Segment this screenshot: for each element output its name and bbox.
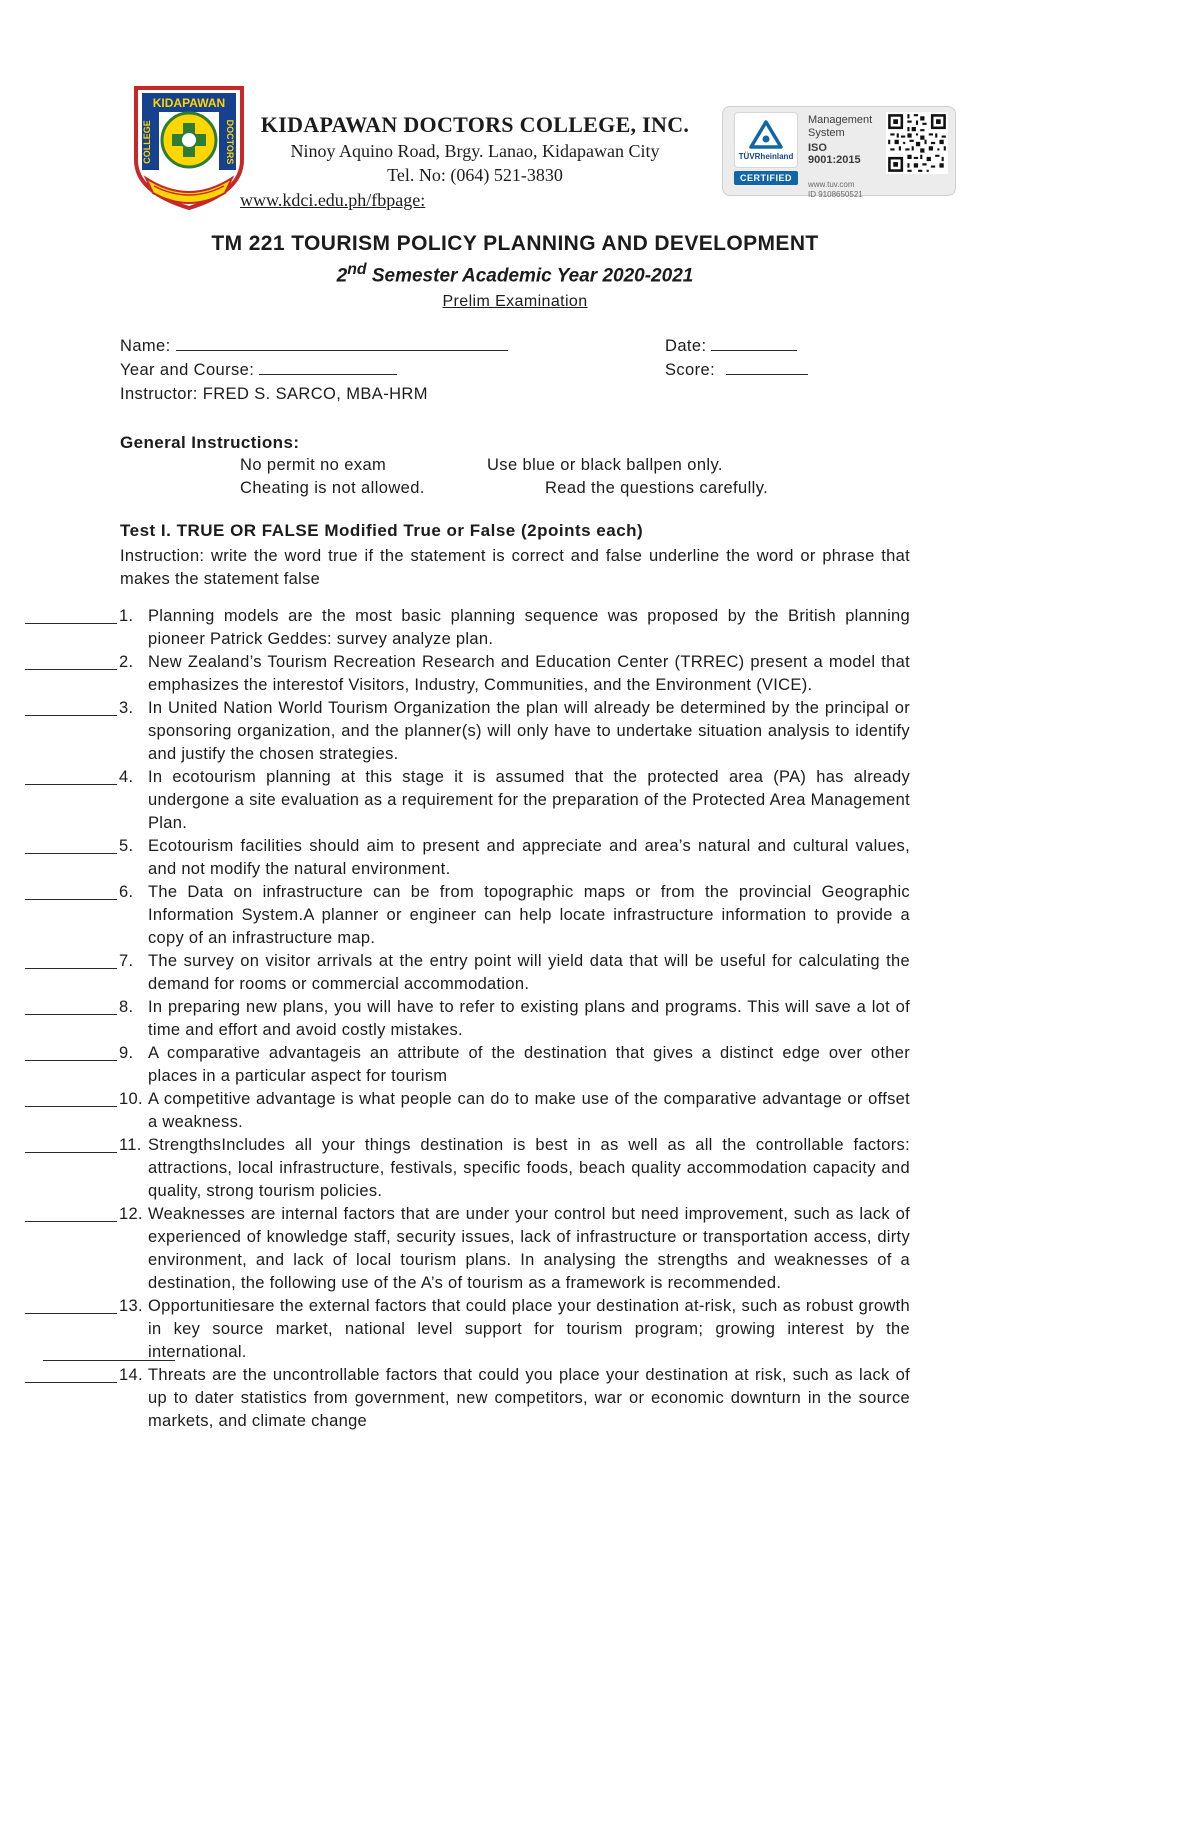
test1-instruction: Instruction: write the word true if the statement is correct and false underline the word or phrase that makes the statement false bbox=[120, 547, 910, 589]
instruction-no-permit: No permit no exam bbox=[240, 456, 387, 475]
question-number: 6. bbox=[119, 883, 134, 902]
semester-line: 2nd Semester Academic Year 2020-2021 bbox=[336, 261, 694, 287]
question-number: 12. bbox=[119, 1205, 143, 1224]
svg-text:DOCTORS: DOCTORS bbox=[225, 119, 235, 165]
cert-line1: Management bbox=[808, 114, 873, 126]
answer-blank-14[interactable] bbox=[25, 1364, 117, 1383]
question-item-10 bbox=[25, 1088, 910, 1134]
instruction-read: Read the questions carefully. bbox=[544, 479, 769, 498]
question-number: 9. bbox=[119, 1044, 134, 1063]
answer-blank-10[interactable] bbox=[25, 1088, 117, 1107]
answer-blank-4[interactable] bbox=[25, 766, 117, 785]
question-number: 5. bbox=[119, 837, 134, 856]
question-text: Ecotourism facilities should aim to present and appreciate and area’s natural and cultural values, and not modify the natural environment. bbox=[148, 837, 910, 879]
question-item-3 bbox=[25, 697, 910, 766]
question-number: 11. bbox=[119, 1136, 142, 1155]
title-block bbox=[120, 0, 910, 311]
question-list bbox=[25, 605, 910, 1433]
question-item-11 bbox=[25, 1134, 910, 1203]
year-course-field[interactable] bbox=[259, 362, 397, 375]
general-instructions bbox=[120, 433, 910, 499]
answer-blank-12[interactable] bbox=[25, 1203, 117, 1222]
name-date-row bbox=[120, 337, 910, 361]
name-field[interactable] bbox=[176, 338, 508, 351]
question-number: 8. bbox=[119, 998, 134, 1017]
instruction-ballpen: Use blue or black ballpen only. bbox=[486, 456, 723, 475]
question-text: Opportunitiesare the external factors that could place your destination at-risk, such as robust growth in key source market, national level support for tourism program; growing interest by the international. bbox=[148, 1297, 910, 1362]
score-field[interactable] bbox=[726, 362, 808, 375]
answer-blank-7[interactable] bbox=[25, 950, 117, 969]
question-text: Planning models are the most basic planning sequence was proposed by the British planning pioneer Patrick Geddes: survey analyze plan. bbox=[148, 607, 910, 649]
answer-blank-13b[interactable] bbox=[43, 1360, 175, 1361]
question-item-9 bbox=[25, 1042, 910, 1088]
question-item-1 bbox=[25, 605, 910, 651]
instruction-row-2 bbox=[120, 477, 910, 499]
instructor-line: Instructor: FRED S. SARCO, MBA-HRM bbox=[120, 385, 428, 404]
question-text: The survey on visitor arrivals at the entry point will yield data that will be useful for calculating the demand for rooms or commercial accommodation. bbox=[148, 952, 910, 994]
answer-blank-6[interactable] bbox=[25, 881, 117, 900]
answer-blank-13[interactable] bbox=[25, 1295, 117, 1314]
answer-blank-3[interactable] bbox=[25, 697, 117, 716]
test1-heading: Test I. TRUE OR FALSE Modified True or False (2points each) bbox=[120, 521, 644, 541]
question-item-14 bbox=[25, 1364, 910, 1433]
answer-blank-1[interactable] bbox=[25, 605, 117, 624]
question-text: New Zealand’s Tourism Recreation Research and Education Center (TRREC) present a model that emphasizes the interestof Visitors, Industry, Communities, and the Environment (VICE). bbox=[148, 653, 910, 695]
question-number: 3. bbox=[119, 699, 134, 718]
question-item-5 bbox=[25, 835, 910, 881]
answer-blank-2[interactable] bbox=[25, 651, 117, 670]
question-number: 7. bbox=[119, 952, 134, 971]
question-number: 10. bbox=[119, 1090, 143, 1109]
test1-section bbox=[120, 521, 910, 1433]
answer-blank-8[interactable] bbox=[25, 996, 117, 1015]
cert-id: ID 9108650521 bbox=[808, 190, 863, 199]
question-number: 13. bbox=[119, 1297, 143, 1316]
score-label: Score: bbox=[665, 361, 716, 380]
question-text: StrengthsIncludes all your things destination is best in as well as all the controllable factors: attractions, local infrastructure, festivals, specific foods, beach quality accommodation capacity and quality, strong tourism policies. bbox=[148, 1136, 910, 1201]
year-course-label: Year and Course: bbox=[120, 361, 255, 380]
instruction-cheating: Cheating is not allowed. bbox=[240, 479, 425, 498]
question-number: 4. bbox=[119, 768, 134, 787]
date-field[interactable] bbox=[711, 338, 797, 351]
question-item-4 bbox=[25, 766, 910, 835]
question-text: In United Nation World Tourism Organization the plan will already be determined by the principal or sponsoring organization, and the planner(s) will only have to undertake situation analysis to identify and justify the chosen strategies. bbox=[148, 699, 910, 764]
question-text: A competitive advantage is what people can do to make use of the comparative advantage or offset a weakness. bbox=[148, 1090, 910, 1132]
question-text: The Data on infrastructure can be from topographic maps or from the provincial Geographic Information System.A planner or engineer can help locate infrastructure information to provide a copy of an infrastructure map. bbox=[148, 883, 910, 948]
ordinal-superscript: nd bbox=[347, 261, 367, 278]
question-text: A comparative advantageis an attribute of the destination that gives a distinct edge over other places in a particular aspect for tourism bbox=[148, 1044, 910, 1086]
answer-blank-11[interactable] bbox=[25, 1134, 117, 1153]
instructor-row bbox=[120, 385, 910, 409]
svg-text:COLLEGE: COLLEGE bbox=[142, 120, 152, 164]
college-name: KIDAPAWAN DOCTORS COLLEGE, INC. bbox=[260, 112, 690, 137]
question-text: In ecotourism planning at this stage it is assumed that the protected area (PA) has already undergone a site evaluation as a requirement for the preparation of the Protected Area Management Plan. bbox=[148, 768, 910, 833]
question-text: Threats are the uncontrollable factors that could you place your destination at risk, such as lack of up to dater statistics from government, new competitors, war or economic downturn in the source markets, and climate change bbox=[148, 1366, 910, 1431]
tuv-brand-text: TÜVRheinland bbox=[738, 151, 794, 161]
question-text: Weaknesses are internal factors that are under your control but need improvement, such as lack of experienced of knowledge staff, security issues, lack of infrastructure or transportation access, dirty environment, and lack of local tourism plans. In analysing the strengths and weaknesses of a destination, the following use of the A’s of tourism as a framework is recommended. bbox=[148, 1205, 910, 1293]
name-label: Name: bbox=[120, 337, 171, 356]
question-number: 1. bbox=[119, 607, 134, 626]
cert-line2: System bbox=[808, 127, 845, 139]
answer-blank-9[interactable] bbox=[25, 1042, 117, 1061]
svg-text:KIDAPAWAN: KIDAPAWAN bbox=[152, 96, 226, 110]
general-instructions-heading: General Instructions: bbox=[120, 433, 300, 453]
question-text: In preparing new plans, you will have to refer to existing plans and programs. This will save a lot of time and effort and avoid costly mistakes. bbox=[148, 998, 910, 1040]
exam-form-fields bbox=[120, 337, 910, 409]
cert-standard: ISO 9001:2015 bbox=[808, 142, 861, 166]
question-number: 2. bbox=[119, 653, 134, 672]
question-item-13 bbox=[25, 1295, 910, 1364]
cert-url: www.tuv.com bbox=[808, 180, 855, 189]
question-number: 14. bbox=[119, 1366, 143, 1385]
date-label: Date: bbox=[665, 337, 707, 356]
question-item-12 bbox=[25, 1203, 910, 1295]
instruction-row-1 bbox=[120, 454, 910, 476]
answer-blank-5[interactable] bbox=[25, 835, 117, 854]
college-phone: Tel. No: (064) 521-3830 bbox=[387, 165, 563, 185]
question-item-8 bbox=[25, 996, 910, 1042]
college-address: Ninoy Aquino Road, Brgy. Lanao, Kidapawan City bbox=[290, 141, 660, 161]
certified-label: CERTIFIED bbox=[734, 171, 798, 185]
question-item-2 bbox=[25, 651, 910, 697]
year-score-row bbox=[120, 361, 910, 385]
college-website-link[interactable]: www.kdci.edu.ph/fbpage: bbox=[240, 190, 426, 210]
document-body bbox=[120, 0, 910, 1433]
course-title: TM 221 TOURISM POLICY PLANNING AND DEVELOPMENT bbox=[211, 232, 819, 255]
question-item-6 bbox=[25, 881, 910, 950]
question-item-7 bbox=[25, 950, 910, 996]
exam-type: Prelim Examination bbox=[442, 293, 588, 311]
